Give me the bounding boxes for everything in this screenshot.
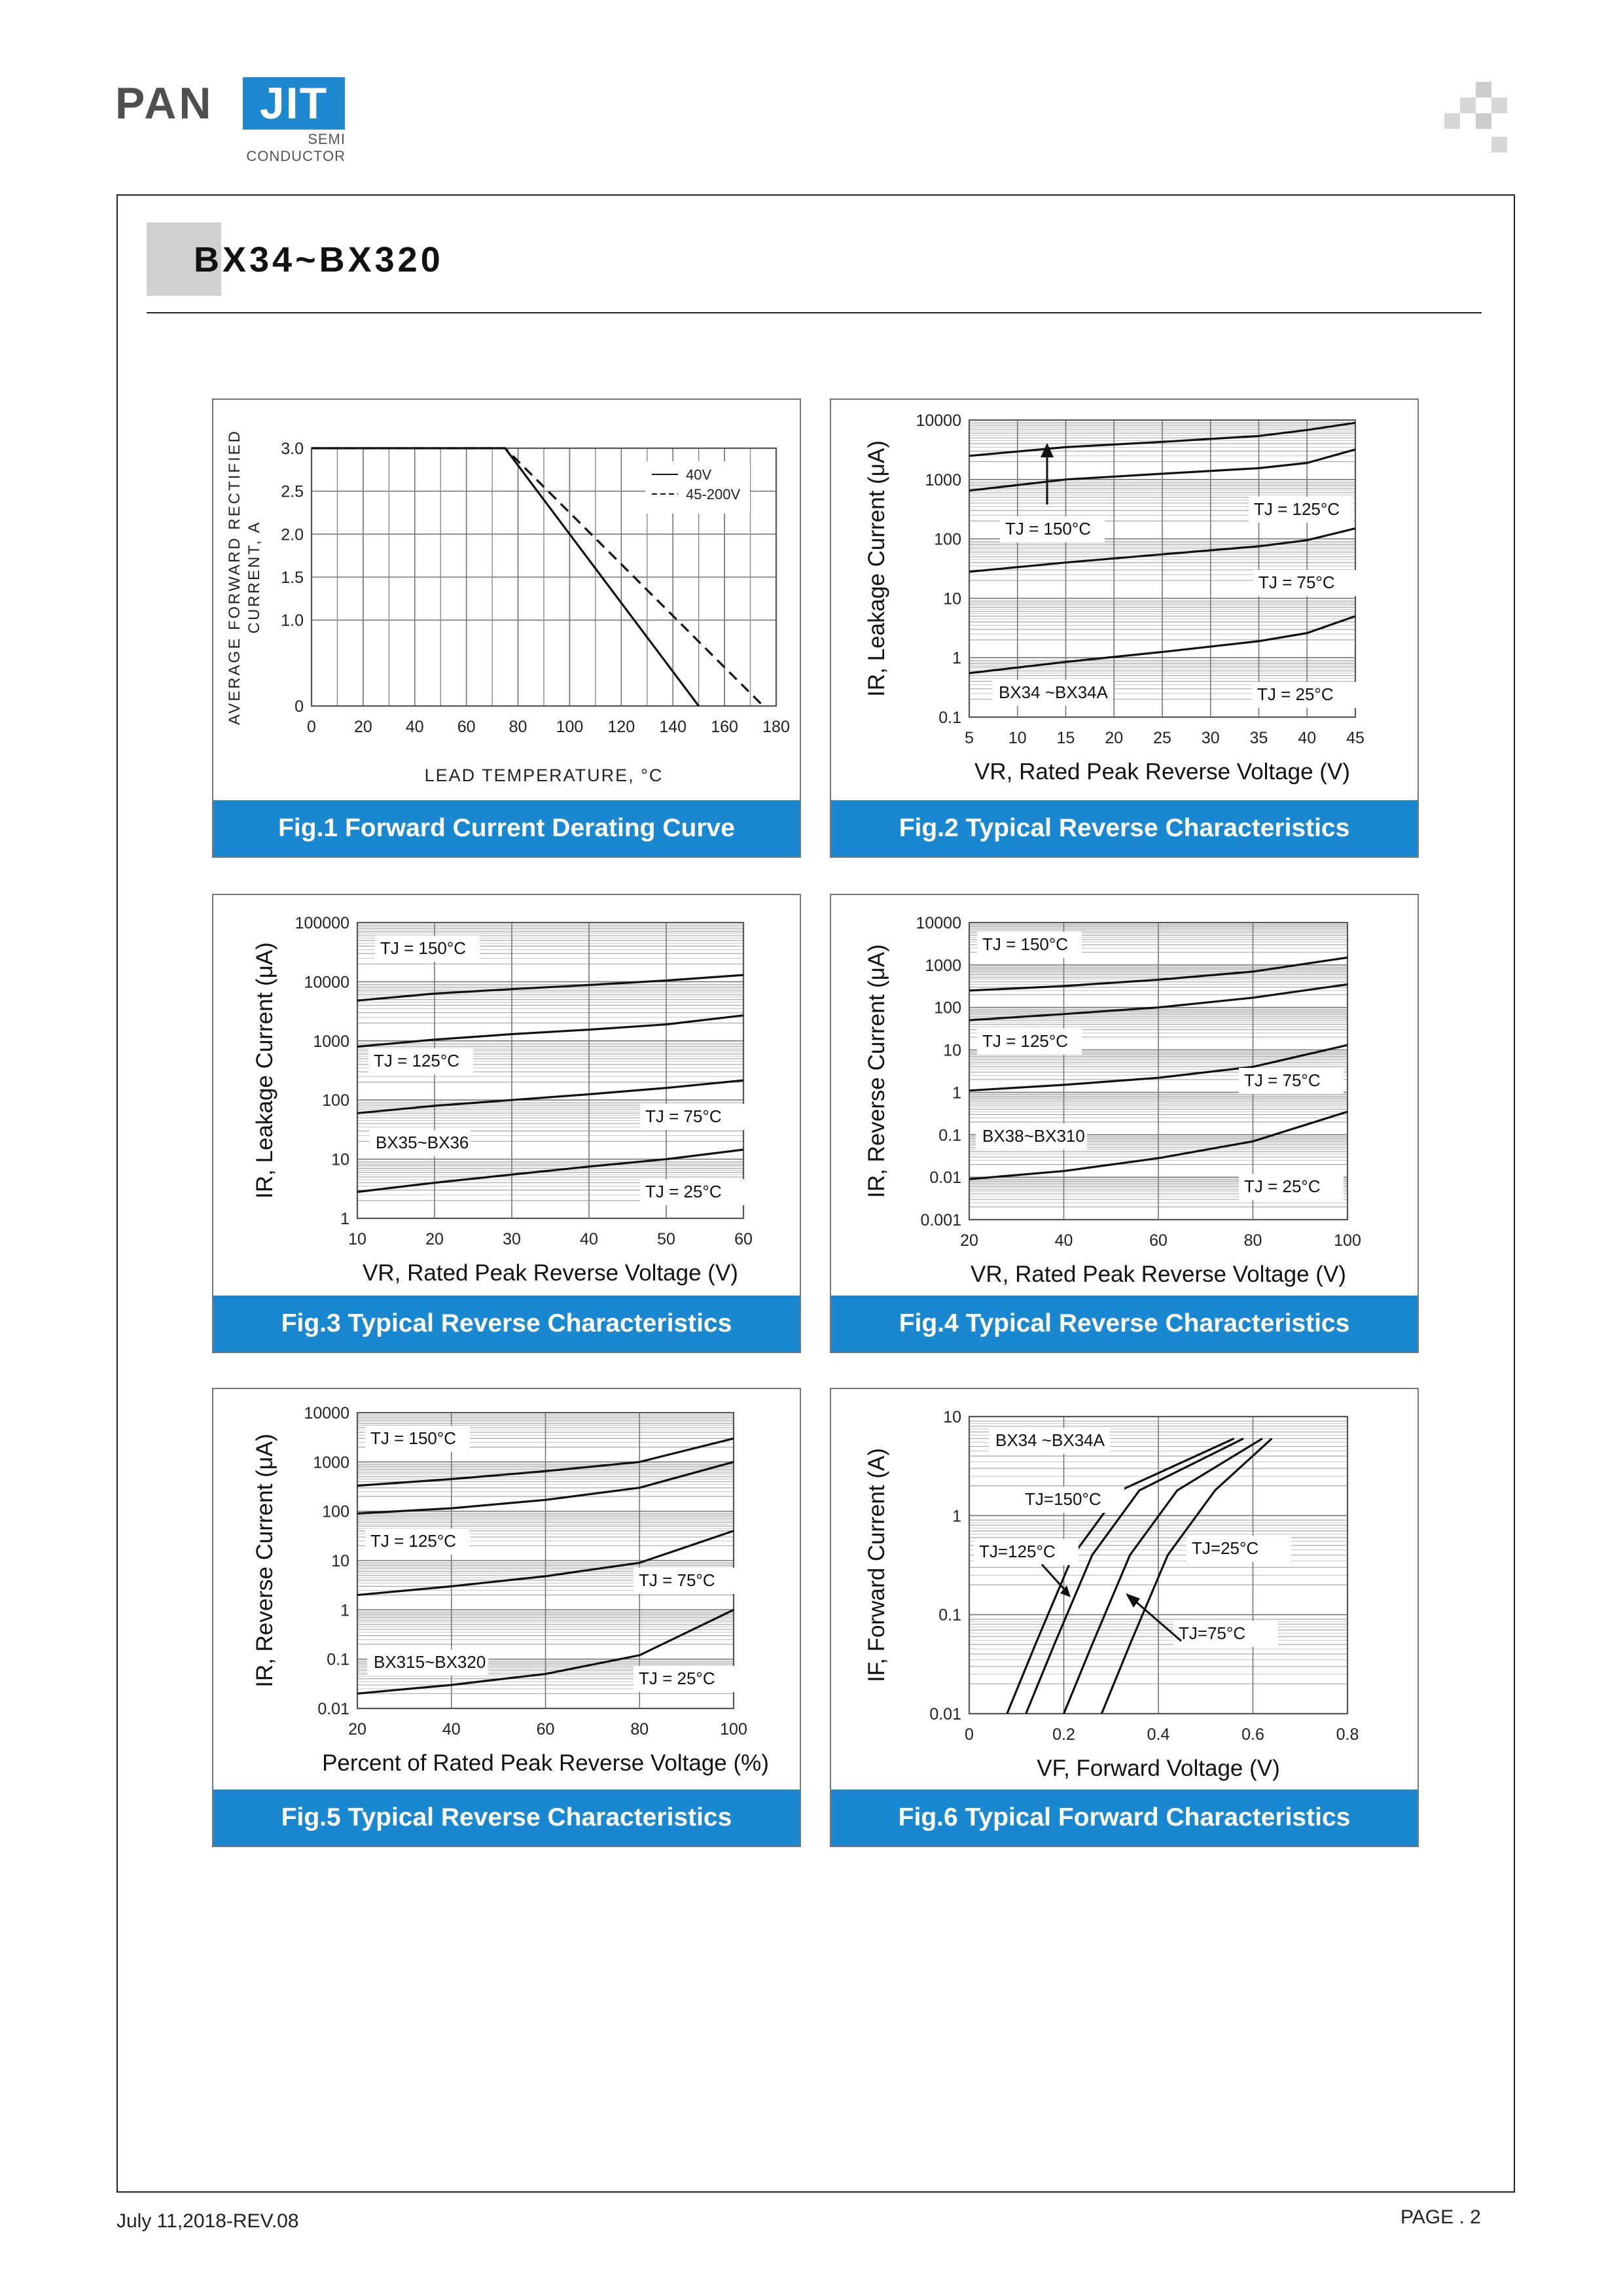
x-axis-label: VR, Rated Peak Reverse Voltage (V) (971, 1262, 1346, 1287)
series-label: TJ = 75°C (639, 1570, 715, 1590)
y-tick-label: 100 (322, 1502, 349, 1521)
x-tick-label: 20 (1105, 729, 1124, 747)
x-tick-label: 20 (348, 1720, 366, 1739)
device-label: BX34 ~BX34A (995, 1430, 1105, 1450)
fig2-chart (831, 400, 1418, 798)
y-tick-label: 0 (294, 698, 304, 716)
footer-date: July 11,2018-REV.08 (116, 2210, 299, 2232)
x-axis-label: LEAD TEMPERATURE, °C (424, 766, 664, 785)
x-tick-label: 160 (711, 718, 738, 736)
y-tick-label: 1 (952, 1084, 961, 1103)
y-tick-label: 10 (331, 1552, 349, 1570)
y-tick-label: 0.01 (929, 1169, 961, 1188)
x-tick-label: 0 (965, 1725, 974, 1744)
corner-decoration-icon (1436, 82, 1515, 154)
series-label: TJ=75°C (1179, 1623, 1246, 1643)
fig6-caption: Fig.6 Typical Forward Characteristics (831, 1790, 1418, 1846)
y-tick-label: 10 (943, 1408, 961, 1426)
fig2-caption: Fig.2 Typical Reverse Characteristics (831, 800, 1418, 857)
y-tick-label: 0.1 (938, 1606, 961, 1625)
x-tick-label: 60 (457, 718, 476, 736)
y-tick-label: 0.1 (938, 709, 961, 727)
y-tick-label: 100 (934, 530, 961, 549)
series-line-tj-125-c (357, 1016, 743, 1047)
y-tick-label: 1 (340, 1601, 349, 1620)
y-axis-label: CURRENT, A (245, 520, 263, 634)
series-label: TJ = 150°C (370, 1428, 457, 1448)
x-tick-label: 30 (503, 1230, 521, 1248)
fig4-caption: Fig.4 Typical Reverse Characteristics (831, 1296, 1418, 1352)
fig1-panel (212, 398, 801, 858)
x-tick-label: 60 (536, 1720, 555, 1739)
arrowhead-icon (1126, 1593, 1140, 1608)
y-tick-label: 3.0 (281, 440, 304, 458)
x-tick-label: 15 (1056, 729, 1075, 747)
y-tick-label: 10 (943, 590, 961, 609)
x-tick-label: 25 (1153, 729, 1171, 747)
x-tick-label: 80 (1243, 1231, 1262, 1250)
fig5-caption: Fig.5 Typical Reverse Characteristics (213, 1790, 800, 1846)
series-label: TJ = 150°C (380, 938, 467, 958)
title-rule (147, 312, 1482, 313)
fig1-caption: Fig.1 Forward Current Derating Curve (213, 800, 800, 857)
y-tick-label: 10000 (304, 1404, 349, 1422)
series-label: TJ = 150°C (982, 934, 1069, 954)
y-axis-label: IR, Leakage Current (μA) (864, 440, 889, 697)
series-label: TJ = 125°C (1254, 499, 1340, 519)
y-tick-label: 0.1 (938, 1126, 961, 1145)
y-tick-label: 10 (331, 1150, 349, 1169)
x-tick-label: 100 (556, 718, 584, 736)
device-label: BX38~BX310 (982, 1126, 1085, 1146)
series-label: TJ=25°C (1192, 1538, 1259, 1558)
y-tick-label: 10000 (916, 914, 961, 932)
y-tick-label: 100 (322, 1091, 349, 1110)
fig6-panel (830, 1388, 1419, 1847)
x-axis-label: VR, Rated Peak Reverse Voltage (V) (363, 1260, 738, 1286)
fig5-chart (213, 1389, 800, 1787)
legend-label: 45-200V (686, 486, 741, 503)
device-label: BX315~BX320 (374, 1652, 486, 1672)
y-axis-label: IF, Forward Current (A) (864, 1448, 889, 1682)
series-label: TJ = 75°C (1258, 573, 1335, 592)
y-tick-label: 1000 (925, 470, 961, 489)
device-label: BX34 ~BX34A (999, 682, 1108, 702)
device-label: BX35~BX36 (376, 1133, 469, 1152)
x-tick-label: 0.8 (1336, 1725, 1359, 1744)
fig5-panel (212, 1388, 801, 1847)
y-tick-label: 0.01 (929, 1705, 961, 1723)
x-tick-label: 80 (630, 1720, 649, 1739)
fig3-chart (213, 895, 800, 1293)
fig3-caption: Fig.3 Typical Reverse Characteristics (213, 1296, 800, 1352)
x-tick-label: 40 (1054, 1231, 1073, 1250)
y-tick-label: 10000 (304, 973, 349, 992)
y-tick-label: 1.5 (281, 569, 304, 587)
y-axis-label: IR, Reverse Current (μA) (252, 1434, 277, 1687)
page-title: BX34~BX320 (194, 240, 444, 279)
x-tick-label: 60 (734, 1230, 753, 1248)
series-line-tj-125-c (1026, 1439, 1246, 1714)
y-tick-label: 1 (952, 1507, 961, 1526)
x-tick-label: 10 (348, 1230, 366, 1248)
logo-jit: JIT (243, 77, 345, 130)
series-label: TJ = 125°C (370, 1531, 457, 1551)
fig4-chart (831, 895, 1418, 1293)
x-tick-label: 0.6 (1241, 1725, 1264, 1744)
y-tick-label: 1 (340, 1210, 349, 1228)
y-axis-label: IR, Leakage Current (μA) (252, 942, 277, 1199)
x-axis-label: VF, Forward Voltage (V) (1037, 1756, 1280, 1781)
x-tick-label: 180 (762, 718, 790, 736)
logo-sub-semi: SEMI (308, 131, 346, 147)
y-tick-label: 1000 (313, 1032, 349, 1051)
fig4-panel (830, 894, 1419, 1353)
x-tick-label: 120 (607, 718, 635, 736)
y-tick-label: 0.001 (920, 1211, 961, 1229)
legend-label: 40V (686, 467, 712, 483)
series-line-tj-25-c (1101, 1439, 1272, 1714)
x-tick-label: 35 (1249, 729, 1268, 747)
y-axis-label: IR, Reverse Current (μA) (864, 944, 889, 1198)
series-label: TJ = 25°C (645, 1182, 722, 1201)
series-label: TJ = 25°C (1244, 1176, 1321, 1196)
x-tick-label: 0 (307, 718, 316, 736)
x-tick-label: 60 (1149, 1231, 1168, 1250)
y-tick-label: 0.01 (317, 1700, 349, 1718)
x-axis-label: Percent of Rated Peak Reverse Voltage (%) (322, 1750, 769, 1776)
y-tick-label: 2.0 (281, 525, 304, 544)
x-tick-label: 100 (1334, 1231, 1361, 1250)
x-tick-label: 0.4 (1147, 1725, 1170, 1744)
series-label: TJ = 25°C (1257, 684, 1334, 704)
logo-sub-conductor: CONDUCTOR (246, 148, 346, 164)
x-tick-label: 40 (442, 1720, 461, 1739)
x-tick-label: 20 (425, 1230, 444, 1248)
y-tick-label: 1000 (925, 956, 961, 975)
y-tick-label: 1 (952, 649, 961, 668)
x-tick-label: 20 (960, 1231, 978, 1250)
x-axis-label: VR, Rated Peak Reverse Voltage (V) (974, 759, 1350, 785)
x-tick-label: 40 (1298, 729, 1317, 747)
x-tick-label: 20 (353, 718, 372, 736)
fig2-panel (830, 398, 1419, 858)
x-tick-label: 100 (720, 1720, 747, 1739)
y-tick-label: 0.1 (327, 1650, 349, 1669)
x-tick-label: 30 (1201, 729, 1220, 747)
x-tick-label: 80 (508, 718, 527, 736)
y-axis-label: AVERAGE FORWARD RECTIFIED (226, 429, 243, 725)
series-line-tj-75-c (1064, 1439, 1262, 1714)
x-tick-label: 10 (1008, 729, 1027, 747)
x-tick-label: 40 (580, 1230, 598, 1248)
x-tick-label: 50 (657, 1230, 675, 1248)
series-label: TJ = 75°C (645, 1106, 722, 1126)
footer-page: PAGE . 2 (1400, 2206, 1481, 2228)
series-label: TJ = 150°C (1005, 519, 1092, 539)
y-tick-label: 100000 (294, 914, 349, 932)
y-tick-label: 2.5 (281, 482, 304, 501)
y-tick-label: 1000 (313, 1453, 349, 1472)
series-label: TJ = 25°C (639, 1669, 715, 1688)
x-tick-label: 0.2 (1052, 1725, 1075, 1744)
series-label: TJ = 125°C (374, 1051, 460, 1070)
y-tick-label: 100 (934, 998, 961, 1017)
fig3-panel (212, 894, 801, 1353)
fig1-chart (213, 400, 800, 798)
series-label: TJ=125°C (979, 1542, 1056, 1561)
series-label: TJ = 125°C (982, 1031, 1069, 1051)
series-label: TJ = 75°C (1244, 1070, 1321, 1090)
x-tick-label: 140 (659, 718, 687, 736)
x-tick-label: 40 (405, 718, 424, 736)
x-tick-label: 45 (1346, 729, 1364, 747)
x-tick-label: 5 (965, 729, 974, 747)
fig6-chart (831, 1389, 1418, 1787)
series-label: TJ=150°C (1025, 1489, 1101, 1509)
logo-pan: PAN (115, 79, 214, 128)
y-tick-label: 1.0 (281, 611, 304, 630)
y-tick-label: 10 (943, 1041, 961, 1060)
y-tick-label: 10000 (916, 412, 961, 430)
